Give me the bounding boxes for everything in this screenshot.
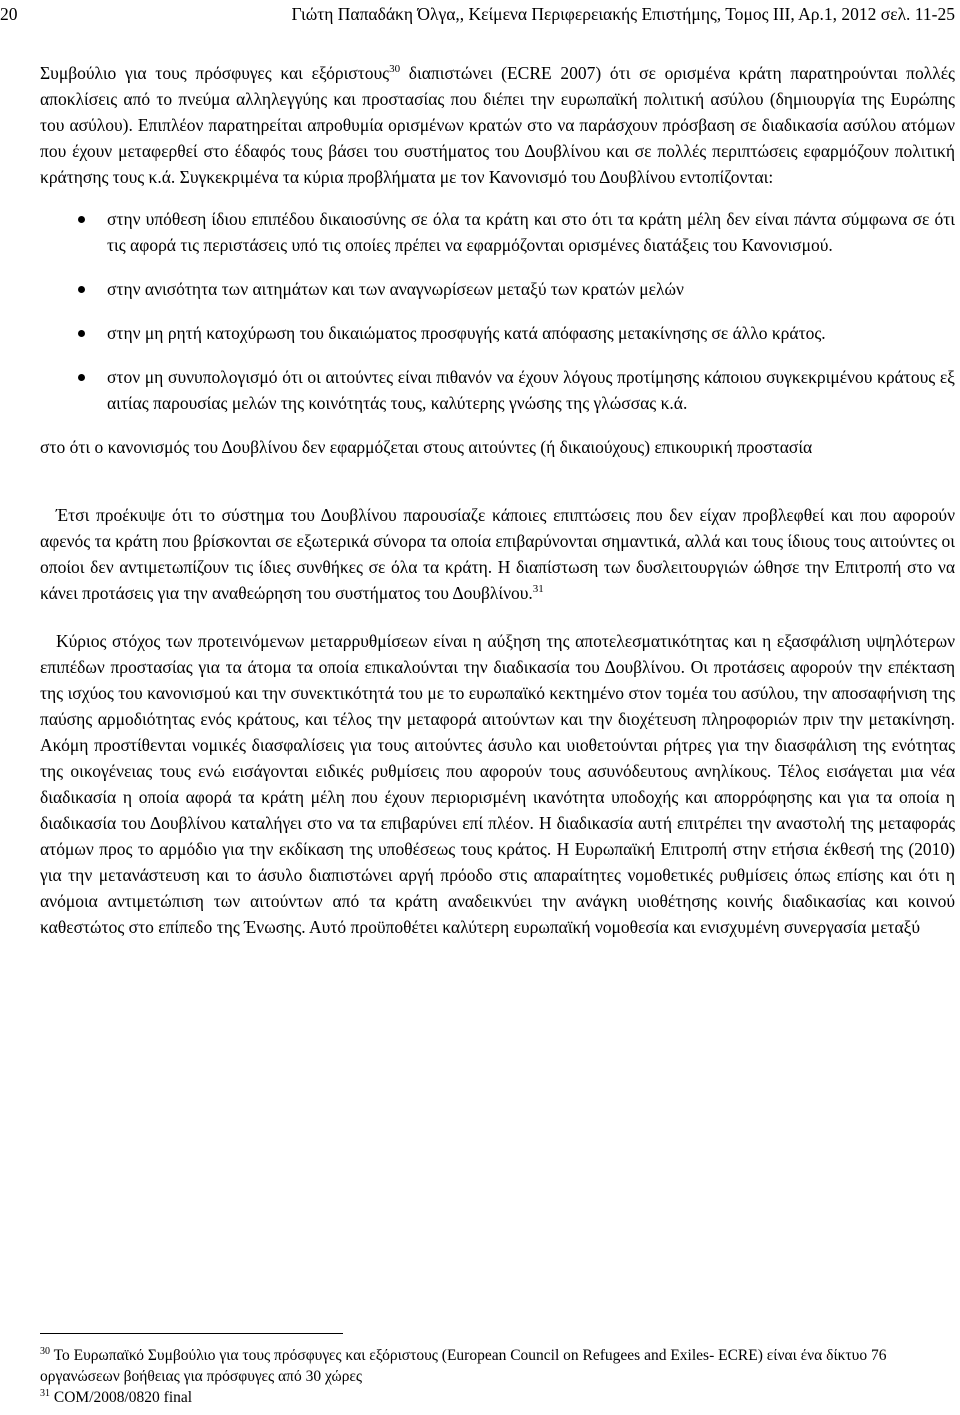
list-item [40, 206, 955, 258]
bullet-icon [78, 216, 85, 223]
list-item [40, 364, 955, 416]
running-title: Γιώτη Παπαδάκη Όλγα,, Κείμενα Περιφερειακής Επιστήμης, Τομος ΙΙΙ, Αρ.1, 2012 σελ. 11-25 [291, 4, 955, 24]
footnote-ref-30[interactable]: 30 [389, 63, 401, 76]
paragraph-intro [40, 60, 955, 190]
footnote-ref-31[interactable]: 31 [532, 583, 544, 596]
footnote-30 [40, 1345, 955, 1387]
footnote-text: Το Ευρωπαϊκό Συμβούλιο για τους πρόσφυγες και εξόριστους (European Council on Refugees and Exiles- ECRE) είναι ένα δίκτυο 76 οργανώσεων βοήθειας για πρόσφυγες από 30 χώρες [40, 1347, 887, 1385]
paragraph-dublin-effects-text: Έτσι προέκυψε ότι το σύστημα του Δουβλίνου παρουσίαζε κάποιες επιπτώσεις που δεν είχαν προβλεφθεί και που αφορούν αφενός τα κράτη που βρίσκονται σε εξωτερικά σύνορα τα οποία επιβαρύνονται σημαντικά, αλλά και τους ίδιους τους αιτούντες οι οποίοι δεν αντιμετωπίζουν τις ίδιες συνθήκες σε όλα τα κράτη. Η διαπίστωση των δυσλειτουργιών ώθησε την Επιτροπή στο να κάνει προτάσεις για την αναθεώρηση του συστήματος του Δουβλίνου. [40, 505, 955, 603]
list-item [40, 320, 955, 346]
footnote-text: COM/2008/0820 final [50, 1389, 193, 1406]
bullet-icon [78, 330, 85, 337]
list-item [40, 276, 955, 302]
paragraph-intro-text-a: Συμβούλιο για τους πρόσφυγες και εξόριστους [40, 63, 390, 83]
list-item-text: στην υπόθεση ίδιου επιπέδου δικαιοσύνης σε όλα τα κράτη και στο ότι τα κράτη μέλη δεν είναι πάντα σύμφωνα σε ότι τις αφορά τις περιστάσεις υπό τις οποίες πρέπει να εφαρμόζονται ορισμένες διατάξεις του Κανονισμού. [107, 209, 955, 255]
list-item-text: στην μη ρητή κατοχύρωση του δικαιώματος προσφυγής κατά απόφασης μετακίνησης σε άλλο κράτος. [107, 323, 826, 343]
bullet-icon [78, 286, 85, 293]
page-number: 20 [0, 4, 18, 24]
page-header [0, 4, 955, 24]
paragraph-reforms: Κύριος στόχος των προτεινόμενων μεταρρυθμίσεων είναι η αύξηση της αποτελεσματικότητας και η εξασφάλιση υψηλότερων επιπέδων προστασίας για τα άτομα τα οποία επικαλούνται την διαδικασία του Δουβλίνου. Οι προτάσεις αφορούν την επέκταση της ισχύος του κανονισμού και την συνεκτικότητά του με το ευρωπαϊκό κεκτημένο στον τομέα του ασύλου, την αποσαφήνιση της παύσης αρμοδιότητας ενός κράτους, και τέλος την μεταφορά αιτούντων και την διοχέτευση πληροφοριών πριν την μετακίνηση. Ακόμη προστίθενται νομικές διασφαλίσεις για τους αιτούντες άσυλο και υιοθετούνται ρήτρες για την διασφάλιση της ενότητας της οικογένειας τους ενώ εισάγονται ειδικές ρυθμίσεις που αφορούν τους ασυνόδευτους ανηλίκους. Τέλος εισάγεται μια νέα διαδικασία η οποία αφορά τα κράτη μέλη που έχουν περιορισμένη ικανότητα υποδοχής και απορρόφησης και για τα οποία η διαδικασία του Δουβλίνου καταλήγει στο να τα επιβαρύνει επί πλέον. Η διαδικασία αυτή επιτρέπει την αναστολή της μεταφοράς ατόμων προς το αρμόδιο για την εκδίκαση της υποθέσεως τους κράτος. Η Ευρωπαϊκή Επιτροπή στην ετήσια έκθεσή της (2010) για την μετανάστευση και το άσυλο διαπιστώνει αργή πρόοδο στις απαραίτητες νομοθετικές ρυθμίσεις όπως επίσης και ότι η ανόμοια αντιμετώπιση των αιτούντων από τα κράτη αναδεικνύει την ανάγκη υιοθέτησης κοινής διαδικασίας και κοινού καθεστώτος στο επίπεδο της Ένωσης. Αυτό προϋποθέτει καλύτερη ευρωπαϊκή νομοθεσία και ενισχυμένη συνεργασία μεταξύ [40, 631, 955, 937]
list-item-text: στον μη συνυπολογισμό ότι οι αιτούντες είναι πιθανόν να έχουν λόγους προτίμησης κάποιου συγκεκριμένου κράτους εξ αιτίας παρουσίας μελών της κοινότητάς τους, καλύτερης γνώσης της γλώσσας κ.ά. [107, 367, 955, 413]
footnote-marker: 30 [40, 1345, 50, 1357]
footnote-divider [40, 1333, 343, 1334]
paragraph-intro-text-b: διαπιστώνει (ECRE 2007) ότι σε ορισμένα κράτη παρατηρούνται πολλές αποκλίσεις από το πνεύμα αλληλεγγύης και προστασίας που διέπει την ευρωπαϊκή πολιτική ασύλου (δημιουργία της Ευρώπης του ασύλου). Επιπλέον παρατηρείται απροθυμία ορισμένων κρατών στο να παράσχουν πρόσβαση σε διαδικασία ασύλου ατόμων που έχουν μεταφερθεί στο έδαφός τους βάσει του συστήματος του Δουβλίνου και σε πολλές περιπτώσεις εφαρμόζουν πολιτική κράτησης τους κ.ά. Συγκεκριμένα τα κύρια προβλήματα με τον Κανονισμό του Δουβλίνου εντοπίζονται: [40, 63, 955, 187]
paragraph-after-list: στο ότι ο κανονισμός του Δουβλίνου δεν εφαρμόζεται στους αιτούντες (ή δικαιούχους) επικουρική προστασία [40, 437, 813, 457]
list-item-text: στην ανισότητα των αιτημάτων και των αναγνωρίσεων μεταξύ των κρατών μελών [107, 279, 684, 299]
footnote-marker: 31 [40, 1387, 50, 1399]
footnote-31 [40, 1387, 955, 1408]
paragraph-dublin-effects [40, 502, 955, 606]
problems-list [40, 206, 955, 416]
bullet-icon [78, 374, 85, 381]
footnotes [40, 1345, 955, 1408]
